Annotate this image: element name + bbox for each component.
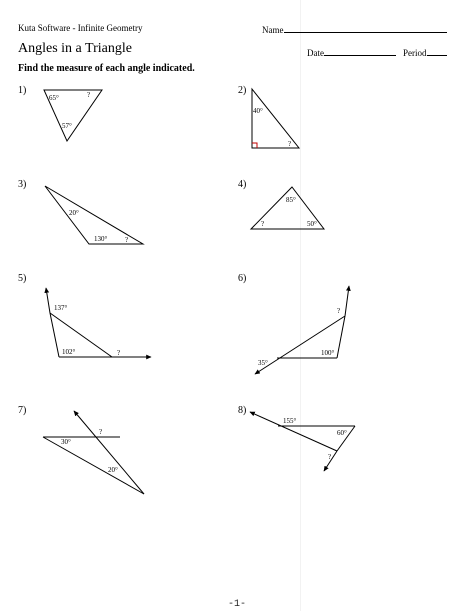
- triangle-figure-7: [43, 411, 144, 494]
- extended-ray: [345, 286, 349, 316]
- page-number: -1-: [227, 599, 246, 610]
- triangle-side: [43, 437, 144, 494]
- source-label: Kuta Software - Infinite Geometry: [18, 23, 143, 33]
- angle-label: ?: [288, 140, 292, 148]
- angle-label: ?: [125, 236, 129, 244]
- angle-label: ?: [328, 453, 332, 461]
- angle-label: ?: [261, 220, 265, 228]
- triangle-figure-3: [45, 186, 143, 244]
- triangle-figure-5: [46, 288, 151, 357]
- angle-label: 130°: [94, 235, 108, 243]
- triangle-side: [50, 313, 112, 357]
- angle-label: ?: [99, 428, 103, 436]
- name-label: Name: [262, 25, 284, 35]
- problem-number: 1): [18, 85, 27, 96]
- problem-number: 4): [238, 179, 247, 190]
- extended-ray: [74, 411, 144, 494]
- problem-number: 2): [238, 85, 247, 96]
- triangle-figure-1: [44, 90, 102, 141]
- angle-label: ?: [337, 307, 341, 315]
- problem-number: 3): [18, 179, 27, 190]
- problem-number: 5): [18, 273, 27, 284]
- angle-label: ?: [87, 91, 91, 99]
- angle-label: 35°: [258, 359, 268, 367]
- angle-label: 20°: [69, 209, 79, 217]
- instructions: Find the measure of each angle indicated.: [18, 63, 195, 74]
- angle-label: 155°: [283, 417, 297, 425]
- angle-label: ?: [117, 349, 121, 357]
- problem-number: 7): [18, 405, 27, 416]
- problem-number: 6): [238, 273, 247, 284]
- problem-number: 8): [238, 405, 247, 416]
- triangle-figure-6: [255, 286, 349, 374]
- right-angle-mark: [252, 143, 257, 148]
- triangle-side: [337, 316, 345, 358]
- triangle-figure-4: [251, 187, 324, 229]
- triangle-figure-8: [250, 412, 355, 471]
- angle-label: 85°: [286, 196, 296, 204]
- angle-label: 102°: [62, 348, 76, 356]
- angle-label: 20°: [108, 466, 118, 474]
- angle-label: 137°: [54, 304, 68, 312]
- angle-label: 65°: [49, 94, 59, 102]
- extended-ray: [255, 316, 345, 374]
- extended-ray: [46, 288, 50, 313]
- angle-label: 100°: [321, 349, 335, 357]
- angle-label: 40°: [253, 107, 263, 115]
- angle-label: 50°: [307, 220, 317, 228]
- period-label: Period: [403, 48, 427, 58]
- angle-label: 30°: [61, 438, 71, 446]
- date-label: Date: [307, 48, 324, 58]
- triangle-figure-2: [252, 89, 299, 148]
- triangle-shape: [252, 89, 299, 148]
- triangle-side: [50, 313, 59, 357]
- angle-label: 60°: [337, 429, 347, 437]
- angle-label: 57°: [62, 122, 72, 130]
- worksheet-title: Angles in a Triangle: [18, 41, 132, 56]
